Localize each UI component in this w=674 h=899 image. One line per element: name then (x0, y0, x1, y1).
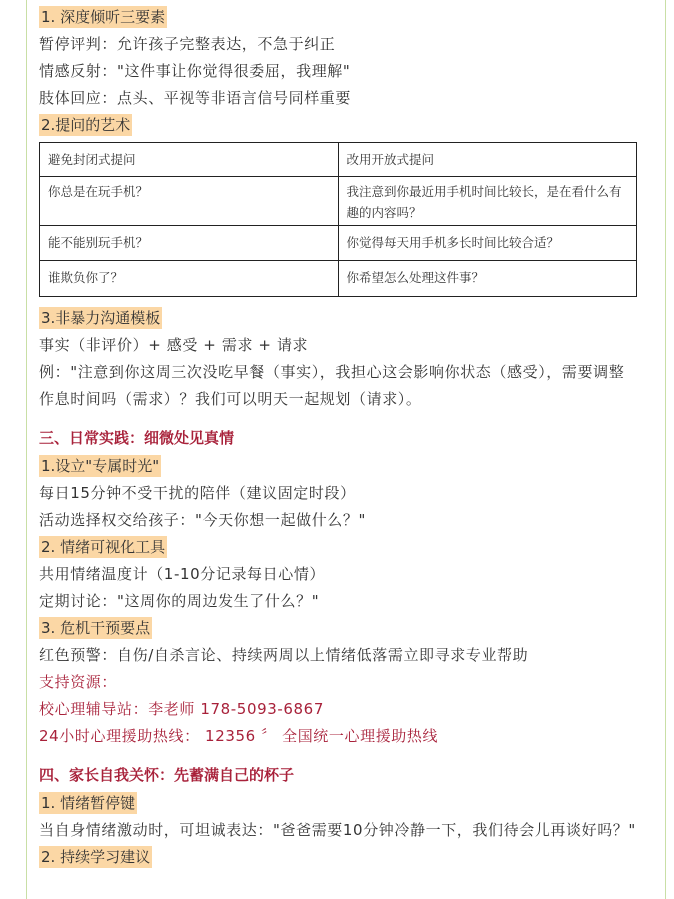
paragraph: 红色预警：自伤/自杀言论、持续两周以上情绪低落需立即寻求专业帮助 (39, 646, 529, 664)
table-header-row (40, 143, 637, 177)
paragraph: 定期讨论："这周你的周边发生了什么？" (39, 592, 320, 610)
table-cell: 谁欺负你了？ (40, 261, 339, 297)
article-body (39, 4, 637, 871)
table-cell: 能不能别玩手机？ (40, 226, 339, 261)
subheading-question-art: 2.提问的艺术 (41, 116, 131, 134)
subheading-exclusive-time: 1.设立"专属时光" (41, 457, 160, 475)
paragraph: 当自身情绪激动时，可坦诚表达："爸爸需要10分钟冷静一下，我们待会儿再谈好吗？" (39, 821, 636, 839)
paragraph: 情感反射："这件事让你觉得很委屈，我理解" (39, 62, 351, 80)
table-cell: 我注意到你最近用手机时间比较长，是在看什么有趣的内容吗？ (338, 177, 637, 226)
paragraph: 事实（非评价）+ 感受 + 需求 + 请求 (39, 336, 309, 354)
paragraph: 每日15分钟不受干扰的陪伴（建议固定时段） (39, 484, 356, 502)
section-title-daily-practice: 三、日常实践：细微处见真情 (39, 429, 235, 447)
subheading-emotion-tools: 2. 情绪可视化工具 (41, 538, 166, 556)
table-row (40, 226, 637, 261)
question-comparison-table (39, 142, 637, 297)
table-cell: 你觉得每天用手机多长时间比较合适？ (338, 226, 637, 261)
page-edge-left (26, 0, 27, 899)
support-contact-line: 校心理辅导站：李老师 178-5093-6867 (39, 700, 324, 718)
support-resources-label: 支持资源： (39, 673, 118, 691)
subheading-continuous-learning: 2. 持续学习建议 (41, 848, 151, 866)
subheading-crisis-points: 3. 危机干预要点 (41, 619, 151, 637)
page-edge-right (665, 0, 666, 899)
table-row (40, 261, 637, 297)
subheading-pause-key: 1. 情绪暂停键 (41, 794, 136, 812)
table-row (40, 177, 637, 226)
table-cell: 你总是在玩手机？ (40, 177, 339, 226)
subheading-nvc-template: 3.非暴力沟通模板 (41, 309, 161, 327)
section-title-parent-selfcare: 四、家长自我关怀：先蓄满自己的杯子 (39, 766, 295, 784)
support-hotline-line: 24小时心理援助热线： 12356 〞 全国统一心理援助热线 (39, 727, 439, 745)
paragraph: 肢体回应：点头、平视等非语言信号同样重要 (39, 89, 352, 107)
paragraph: 共用情绪温度计（1-10分记录每日心情） (39, 565, 326, 583)
paragraph: 活动选择权交给孩子："今天你想一起做什么？" (39, 511, 367, 529)
table-cell: 你希望怎么处理这件事？ (338, 261, 637, 297)
paragraph: 例："注意到你这周三次没吃早餐（事实），我担心这会影响你状态（感受），需要调整作息时间吗（需求）？我们可以明天一起规划（请求）。 (39, 363, 625, 408)
subheading-deep-listening: 1. 深度倾听三要素 (41, 8, 166, 26)
table-header-cell: 改用开放式提问 (338, 143, 637, 177)
paragraph: 暂停评判：允许孩子完整表达，不急于纠正 (39, 35, 336, 53)
table-header-cell: 避免封闭式提问 (40, 143, 339, 177)
